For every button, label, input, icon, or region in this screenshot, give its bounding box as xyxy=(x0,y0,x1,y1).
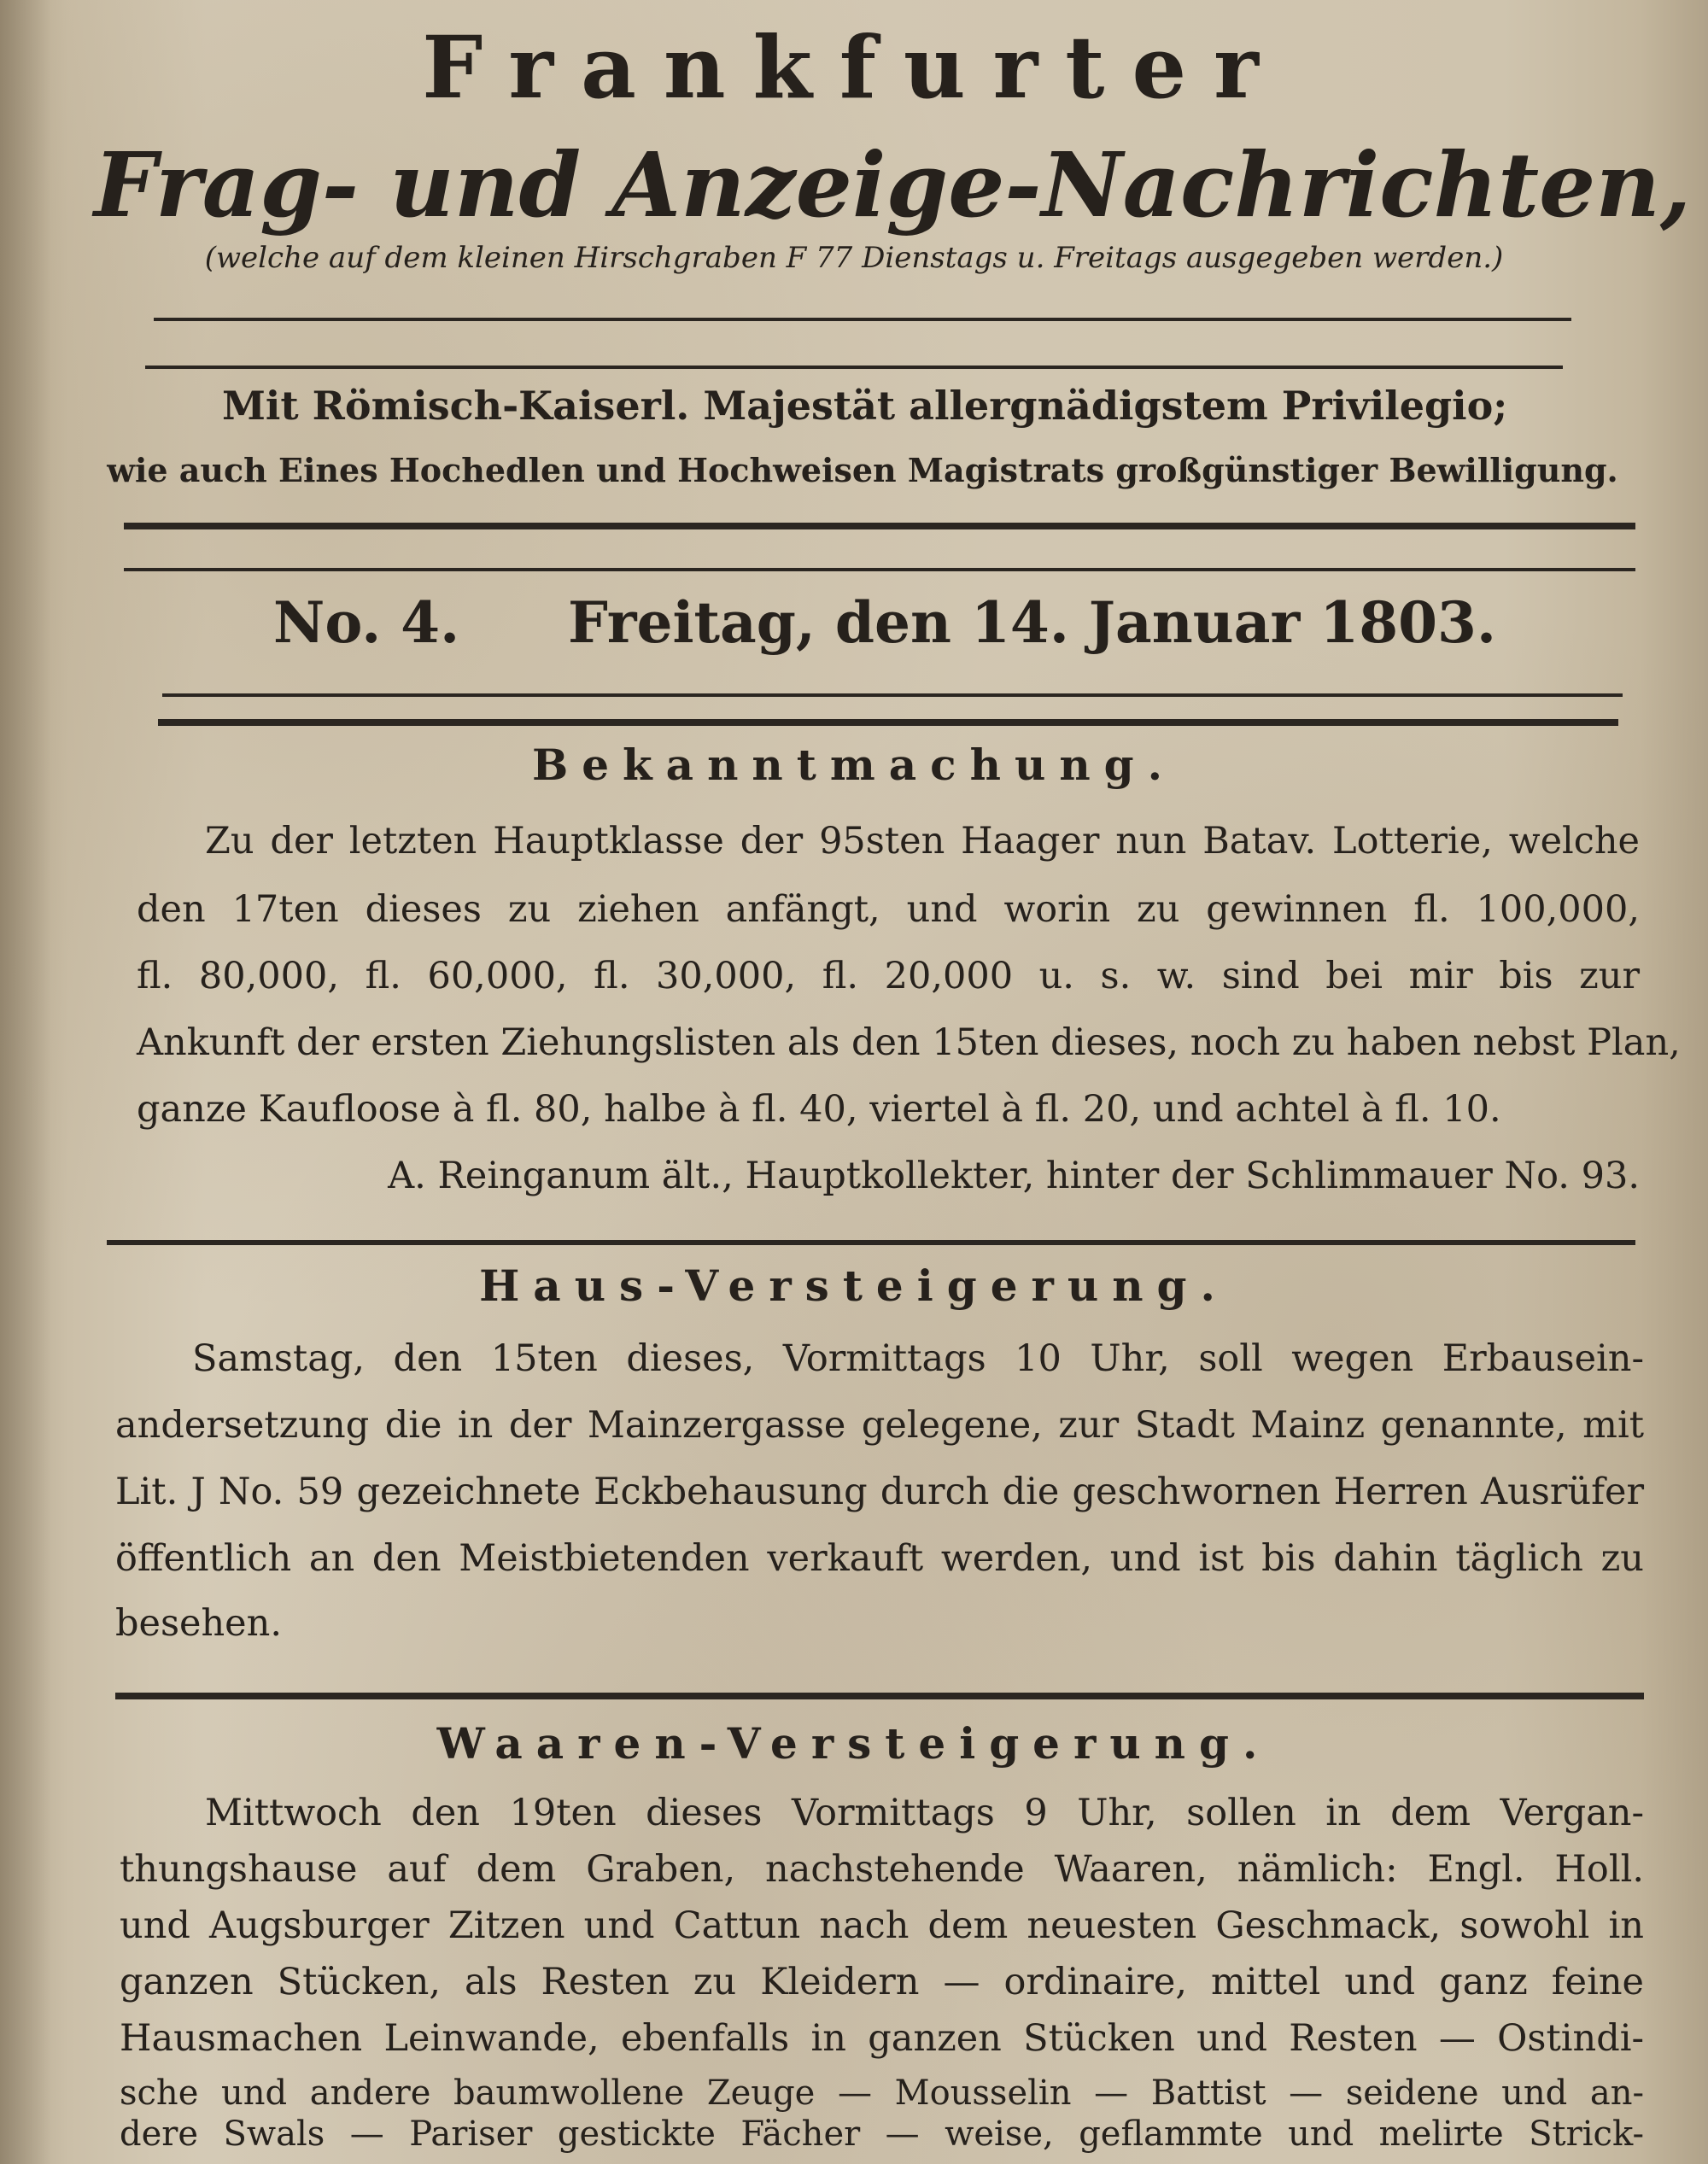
issue-number: No. 4. xyxy=(273,589,460,656)
notice-2-line-3: Lit. J No. 59 gezeichnete Eckbehausung durch die geschwornen Herren Ausrüfer xyxy=(115,1471,1644,1513)
rule-after-notice-2 xyxy=(115,1693,1644,1699)
notice-1-line-2: den 17ten dieses zu ziehen anfängt, und worin zu gewinnen fl. 100,000, xyxy=(137,888,1640,931)
notice-2-heading: Haus-Versteigerung. xyxy=(479,1260,1229,1311)
notice-3-line-5: Hausmachen Leinwande, ebenfalls in ganzen Stücken und Resten — Ostindi- xyxy=(120,2017,1644,2060)
notice-3-line-1: Mittwoch den 19ten dieses Vormittags 9 Uhr, sollen in dem Vergan- xyxy=(205,1792,1644,1834)
notice-3-line-6: sche und andere baumwollene Zeuge — Mousselin — Battist — seidene und an- xyxy=(120,2073,1644,2113)
notice-3-line-4: ganzen Stücken, als Resten zu Kleidern — ordinaire, mittel und ganz feine xyxy=(120,1961,1644,2003)
notice-1-signature: A. Reinganum ält., Hauptkollekter, hinter der Schlimmauer No. 93. xyxy=(388,1155,1640,1197)
notice-2-line-4: öffentlich an den Meistbietenden verkauft werden, und ist bis dahin täglich zu xyxy=(115,1537,1644,1580)
notice-1-heading: Bekanntmachung. xyxy=(531,740,1177,790)
privilege-line2: wie auch Eines Hochedlen und Hochweisen Magistrats großgünstiger Bewilligung. xyxy=(107,451,1618,489)
rule-after-notice-1 xyxy=(107,1240,1635,1245)
masthead-title-line1: Frankfurter xyxy=(422,17,1286,118)
masthead-title-line2: Frag- und Anzeige-Nachrichten, xyxy=(94,132,1692,237)
notice-2-line-2: andersetzung die in der Mainzergasse gelegene, zur Stadt Mainz genannte, mit xyxy=(115,1404,1644,1447)
notice-2-line-1: Samstag, den 15ten dieses, Vormittags 10 Uhr, soll wegen Erbausein- xyxy=(192,1337,1644,1380)
rule-above-issue-thin xyxy=(124,568,1635,571)
masthead-subtitle: (welche auf dem kleinen Hirschgraben F 77 Dienstags u. Freitags ausgegeben werden.) xyxy=(204,241,1504,275)
rule-under-subtitle xyxy=(154,318,1571,321)
notice-1-line-5: ganze Kaufloose à fl. 80, halbe à fl. 40, viertel à fl. 20, und achtel à fl. 10. xyxy=(137,1088,1501,1131)
notice-2-line-5: besehen. xyxy=(115,1602,282,1645)
notice-3-line-2: thungshause auf dem Graben, nachstehende Waaren, nämlich: Engl. Holl. xyxy=(120,1848,1644,1891)
notice-3-line-3: und Augsburger Zitzen und Cattun nach dem neuesten Geschmack, sowohl in xyxy=(120,1904,1644,1947)
notice-3-line-7: dere Swals — Pariser gestickte Fächer — weise, geflammte und melirte Strick- xyxy=(120,2114,1644,2154)
notice-1-line-1: Zu der letzten Hauptklasse der 95sten Haager nun Batav. Lotterie, welche xyxy=(205,820,1640,863)
privilege-line1: Mit Römisch-Kaiserl. Majestät allergnädigstem Privilegio; xyxy=(222,383,1508,429)
issue-date: Freitag, den 14. Januar 1803. xyxy=(568,589,1496,656)
notice-3-heading: Waaren-Versteigerung. xyxy=(436,1718,1272,1769)
rule-above-issue xyxy=(124,523,1635,529)
rule-below-issue-thin xyxy=(162,693,1623,697)
notice-1-line-3: fl. 80,000, fl. 60,000, fl. 30,000, fl. 20,000 u. s. w. sind bei mir bis zur xyxy=(137,955,1640,997)
notice-1-line-4: Ankunft der ersten Ziehungslisten als den 15ten dieses, noch zu haben nebst Plan, xyxy=(137,1021,1681,1064)
rule-below-issue xyxy=(158,719,1618,726)
rule-under-subtitle-2 xyxy=(145,366,1563,369)
